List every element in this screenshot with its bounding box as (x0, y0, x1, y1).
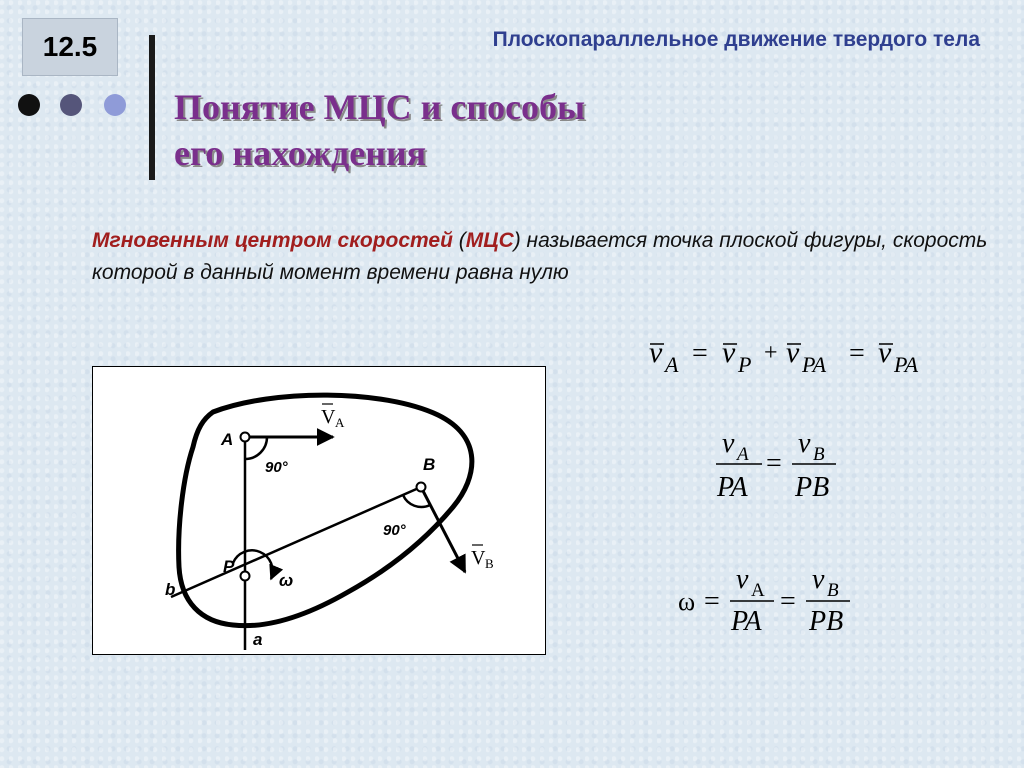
nav-dots (18, 94, 130, 118)
label-omega: ω (279, 571, 294, 590)
point-a (241, 433, 250, 442)
nav-dot-3[interactable] (104, 94, 126, 116)
formula3-omega: ω (678, 587, 696, 616)
nav-dot-2[interactable] (60, 94, 82, 116)
slide-title (174, 84, 585, 176)
icr-diagram (92, 366, 546, 655)
formula3-num-left: v (736, 564, 749, 595)
label-velocity-b-sub: B (485, 556, 494, 571)
formula1-sub-pa-2: PA (894, 352, 919, 377)
formula-velocity-sum (649, 336, 919, 377)
slide-title-line-1: Понятие МЦС и способы (174, 87, 586, 127)
formula1-eq-2: = (849, 338, 865, 369)
slide-number-box (22, 18, 118, 76)
formula2-num-right-sub: B (813, 444, 825, 465)
formula1-v-pa-1: v (786, 336, 800, 369)
definition-abbr: МЦС (465, 229, 514, 252)
label-line-b: b (165, 580, 176, 599)
formula1-eq-1: = (692, 338, 708, 369)
formula3-den-right: PB (809, 606, 844, 637)
formula2-num-left-sub: A (737, 444, 749, 465)
line-b (171, 487, 421, 597)
definition-open-paren: ( (452, 229, 466, 252)
definition-text (92, 225, 992, 289)
formula3-num-right: v (812, 564, 825, 595)
subject-header: Плоскопараллельное движение твердого тела (492, 28, 980, 51)
formula2-num-right: v (798, 428, 811, 459)
formula1-sub-pa-1: PA (802, 352, 827, 377)
formula1-sub-a: A (665, 352, 679, 377)
formula1-plus: + (764, 340, 778, 366)
slide-number: 12.5 (42, 31, 98, 62)
slide-title-line-2: его нахождения (174, 133, 427, 173)
icr-diagram-svg (93, 367, 545, 654)
formula1-v-pa-2: v (878, 336, 892, 369)
nav-dot-1[interactable] (18, 94, 40, 116)
formula-ratio (716, 428, 836, 503)
formula3-num-right-sub: B (827, 580, 839, 601)
definition-term: Мгновенным центром скоростей (92, 229, 453, 252)
label-point-a: A (221, 430, 234, 449)
point-b (417, 483, 426, 492)
formula1-v-a: v (649, 336, 663, 369)
formula3-den-left: PA (731, 606, 762, 637)
definition-rest: ) называется точка плоской фигуры, скорость которой в данный момент времени равна нулю (92, 229, 988, 284)
formula3-num-left-sub: A (751, 580, 765, 601)
formula2-den-left: PA (717, 472, 748, 503)
label-velocity-b: V (471, 547, 486, 569)
point-p (241, 572, 250, 581)
formula2-num-left: v (722, 428, 735, 459)
label-angle-b: 90° (383, 522, 406, 539)
label-point-p: P (223, 557, 235, 576)
label-angle-a: 90° (265, 459, 288, 476)
formula1-sub-p: P (738, 352, 752, 377)
formula3-eq-2: = (780, 586, 796, 617)
label-line-a: a (253, 630, 263, 649)
formula1-v-p: v (722, 336, 736, 369)
label-velocity-a-sub: A (335, 415, 345, 430)
title-divider (149, 35, 155, 180)
formula2-den-right: PB (795, 472, 830, 503)
formula3-eq-1: = (704, 586, 720, 617)
label-point-b: B (423, 455, 436, 474)
formula2-eq: = (766, 448, 782, 479)
formula-omega (678, 564, 850, 637)
label-velocity-a: V (321, 406, 336, 428)
